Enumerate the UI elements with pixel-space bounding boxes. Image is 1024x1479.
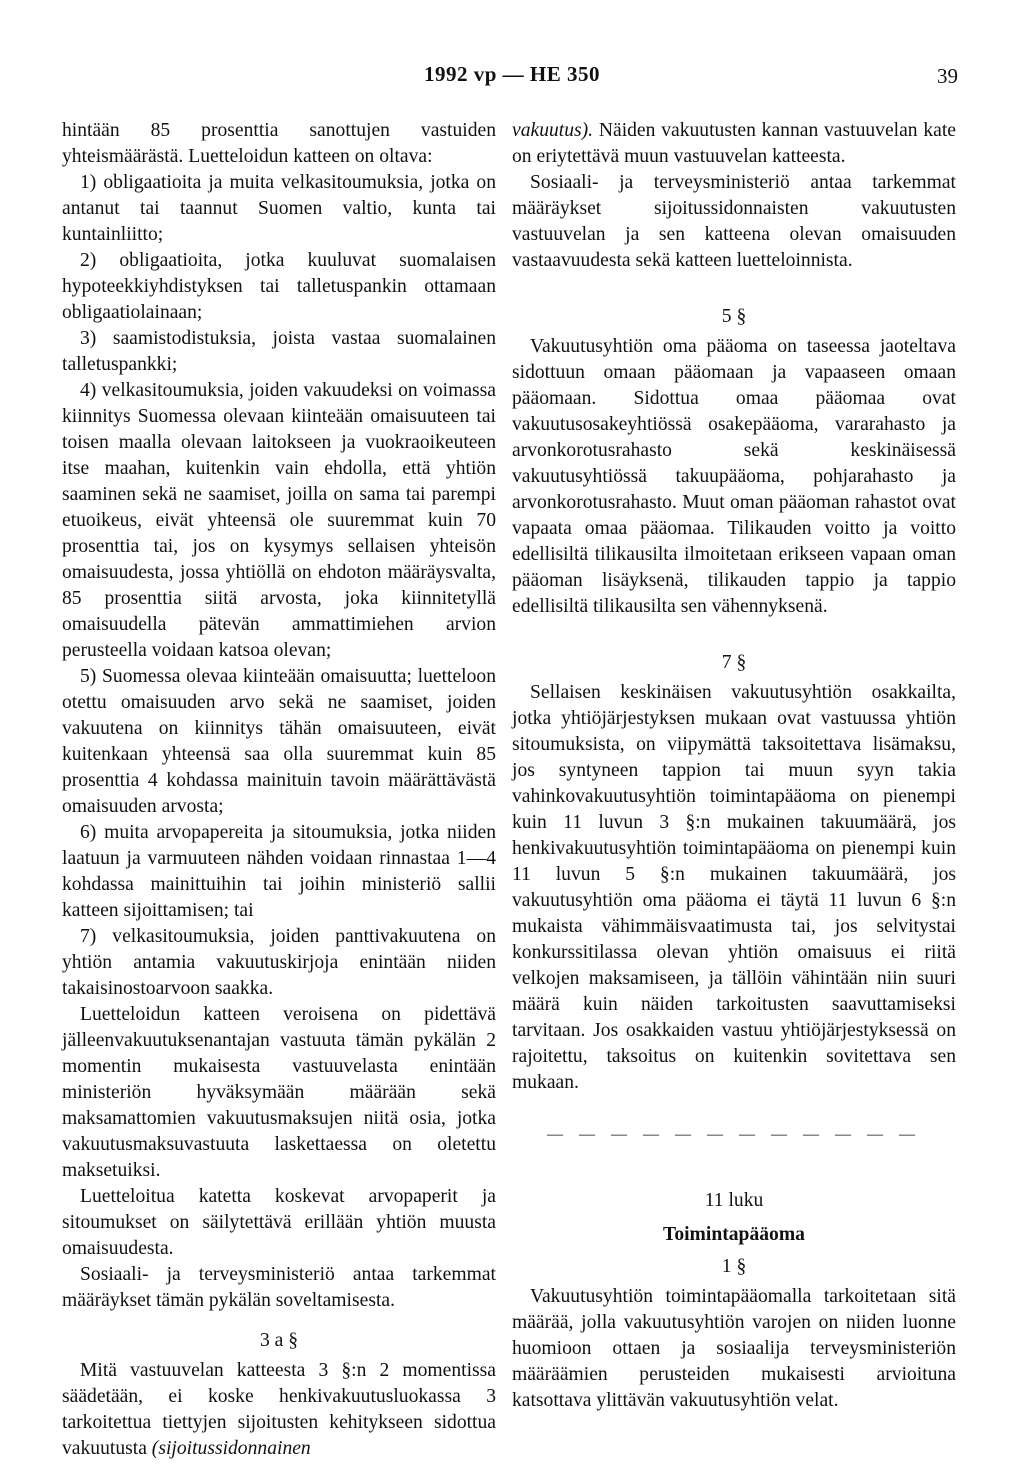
left-column: [62, 118, 496, 1462]
list-item: 7) velkasitoumuksia, joiden panttivakuutena on yhtiön antamia vakuutuskirjoja enintään niiden takaisinostoarvoon saakka.: [62, 926, 496, 999]
list-item: 1) obligaatioita ja muita velkasitoumuksia, jotka on antanut tai taannut Suomen valtio, kunta tai kuntainliitto;: [62, 172, 496, 245]
paragraph: [512, 118, 956, 170]
section-5-text: Vakuutusyhtiön oma pääoma on taseessa jaoteltava sidottuun omaan pääomaan ja vapaaseen omaan pääomaan. Sidottua omaa pääomaa ovat vakuutusosakeyhtiössä osakepääoma, vararahasto ja arvonkorotusrahasto sekä keskinäisessä vakuutusyhtiössä takuupääoma, pohjarahasto ja arvonkorotusrahasto. Muut oman pääoman rahastot ovat vapaata omaa pääomaa. Tilikauden voitto ja voitto edellisiltä tilikausilta ilmoitetaan erikseen vapaan oman pääoman lisäyksenä, tilikauden tappio ja tappio edellisiltä tilikausilta sen vähennyksenä.: [512, 336, 956, 617]
chapter-number: 11 luku: [704, 1190, 764, 1211]
chapter-11-section-1-text: Vakuutusyhtiön toimintapääomalla tarkoitetaan sitä määrää, jolla vakuutusyhtiön varojen on niiden luonne huomioon ottaen ja sosiaalija terveysministeriön määräämien perusteiden mukaisesti arvioituna katsottava ylittävän vakuutusyhtiön velat.: [512, 1286, 956, 1411]
paragraph: Sosiaali- ja terveysministeriö antaa tarkemmat määräykset sijoitussidonnaisten vakuutusten vastuuvelan ja sen katteena olevan omaisuuden vastaavuudesta sekä katteen luetteloinnista.: [512, 172, 956, 271]
section-3a-body: Mitä vastuuvelan katteesta 3 §:n 2 momentissa säädetään, ei koske henkivakuutusluokassa 3 tarkoitettua tiettyjen sijoitusten kehitykseen sidottua vakuutusta: [62, 1360, 496, 1459]
section-heading-3a: 3 a §: [259, 1330, 299, 1351]
paragraph: Luetteloidun katteen veroisena on pidettävä jälleenvakuutuksenantajan vastuuta tämän pykälän 2 momentin mukaisesta vastuuvelasta enintään ministeriön hyväksymään määrään sekä maksamattomien vakuutusmaksujen niitä osia, jotka vakuutusmaksuvastuuta laskettaessa on oletettu maksetuiksi.: [62, 1004, 496, 1181]
section-heading-7: 7 §: [721, 652, 747, 673]
paragraph: Sosiaali- ja terveysministeriö antaa tarkemmat määräykset tämän pykälän soveltamisesta.: [62, 1264, 496, 1311]
list-item: 2) obligaatioita, jotka kuuluvat suomalaisen hypoteekkiyhdistyksen tai talletuspankin ottamaan obligaatiolainaan;: [62, 250, 496, 323]
page-header: [0, 62, 1024, 92]
section-heading-5: 5 §: [721, 306, 747, 327]
section-3a-text: [62, 1358, 496, 1462]
paragraph: Luetteloitua katetta koskevat arvopaperit ja sitoumukset on säilytettävä erillään yhtiön muusta omaisuudesta.: [62, 1186, 496, 1259]
paragraph: hintään 85 prosenttia sanottujen vastuiden yhteismäärästä. Luetteloidun katteen on oltava:: [62, 120, 496, 167]
paragraph-text: Näiden vakuutusten kannan vastuuvelan kate on eriytettävä muun vastuuvelan katteesta.: [512, 120, 956, 167]
list-item: 3) saamistodistuksia, joista vastaa suomalainen talletuspankki;: [62, 328, 496, 375]
italic-term: vakuutus).: [512, 120, 594, 141]
section-7-text: Sellaisen keskinäisen vakuutusyhtiön osakkailta, jotka yhtiöjärjestyksen mukaan ovat vastuussa yhtiön sitoumuksista, on viipymättä taksoitettava lisämaksu, jos syntyneen tappion tai muun syyn takia vahinkovakuutusyhtiön toimintapääoma on pienempi kuin 11 luvun 3 §:n mukainen takuumäärä, jos henkivakuutusyhtiön toimintapääoma on pienempi kuin 11 luvun 5 §:n mukainen takuumäärä, jos vakuutusyhtiön oma pääoma ei täytä 11 luvun 6 §:n mukaista vähimmäisvaatimusta tai, jos selvitystai konkurssitilassa olevan yhtiön omaisuus ei riitä velkojen maksamiseen, ja tällöin vähintään niin suuri määrä kuin näiden tarkoitusten saavuttamiseksi tarvitaan. Jos osakkaiden vastuu yhtiöjärjestyksessä on rajoitettu, taksoitus on kuitenkin sovitettava sen mukaan.: [512, 682, 956, 1093]
separator-dashes: — — — — — — — — — — — —: [547, 1126, 921, 1143]
right-column: [512, 118, 956, 1414]
chapter-title: Toimintapääoma: [663, 1224, 805, 1245]
running-title: 1992 vp — HE 350: [423, 62, 601, 86]
page-number: 39: [937, 64, 958, 88]
section-3a-italic: (sijoitussidonnainen: [151, 1438, 311, 1459]
list-item: 6) muita arvopapereita ja sitoumuksia, jotka niiden laatuun ja varmuuteen nähden voidaan rinnastaa 1—4 kohdassa mainittuihin tai joihin ministeriö sallii katteen sijoittamisen; tai: [62, 822, 496, 921]
list-item: 4) velkasitoumuksia, joiden vakuudeksi on voimassa kiinnitys Suomessa olevaan kiinteään omaisuuteen tai toisen maalla olevaan laitokseen ja vuokraoikeuteen itse maahan, kuitenkin vain ehdolla, että yhtiön saaminen sekä ne saamiset, joilla on sama tai parempi etuoikeus, eivät yhteensä ole suuremmat kuin 70 prosenttia tai, jos on kysymys sellaisen yhteisön omaisuudesta, jossa yhtiöllä on ehdoton määräysvalta, 85 prosenttia siitä arvosta, joka kiinnitetyllä omaisuudella pätevän ammattimiehen arvion perusteella voidaan katsoa olevan;: [62, 380, 496, 661]
section-heading-1: 1 §: [721, 1256, 747, 1277]
list-item: 5) Suomessa olevaa kiinteään omaisuutta; luetteloon otettu omaisuuden arvo sekä ne saamiset, joiden vakuutena on kiinnitys tähän omaisuuteen, eivät kuitenkaan yhteensä saa olla suuremmat kuin 85 prosenttia 4 kohdassa mainituin tavoin määrättävästä omaisuuden arvosta;: [62, 666, 496, 817]
